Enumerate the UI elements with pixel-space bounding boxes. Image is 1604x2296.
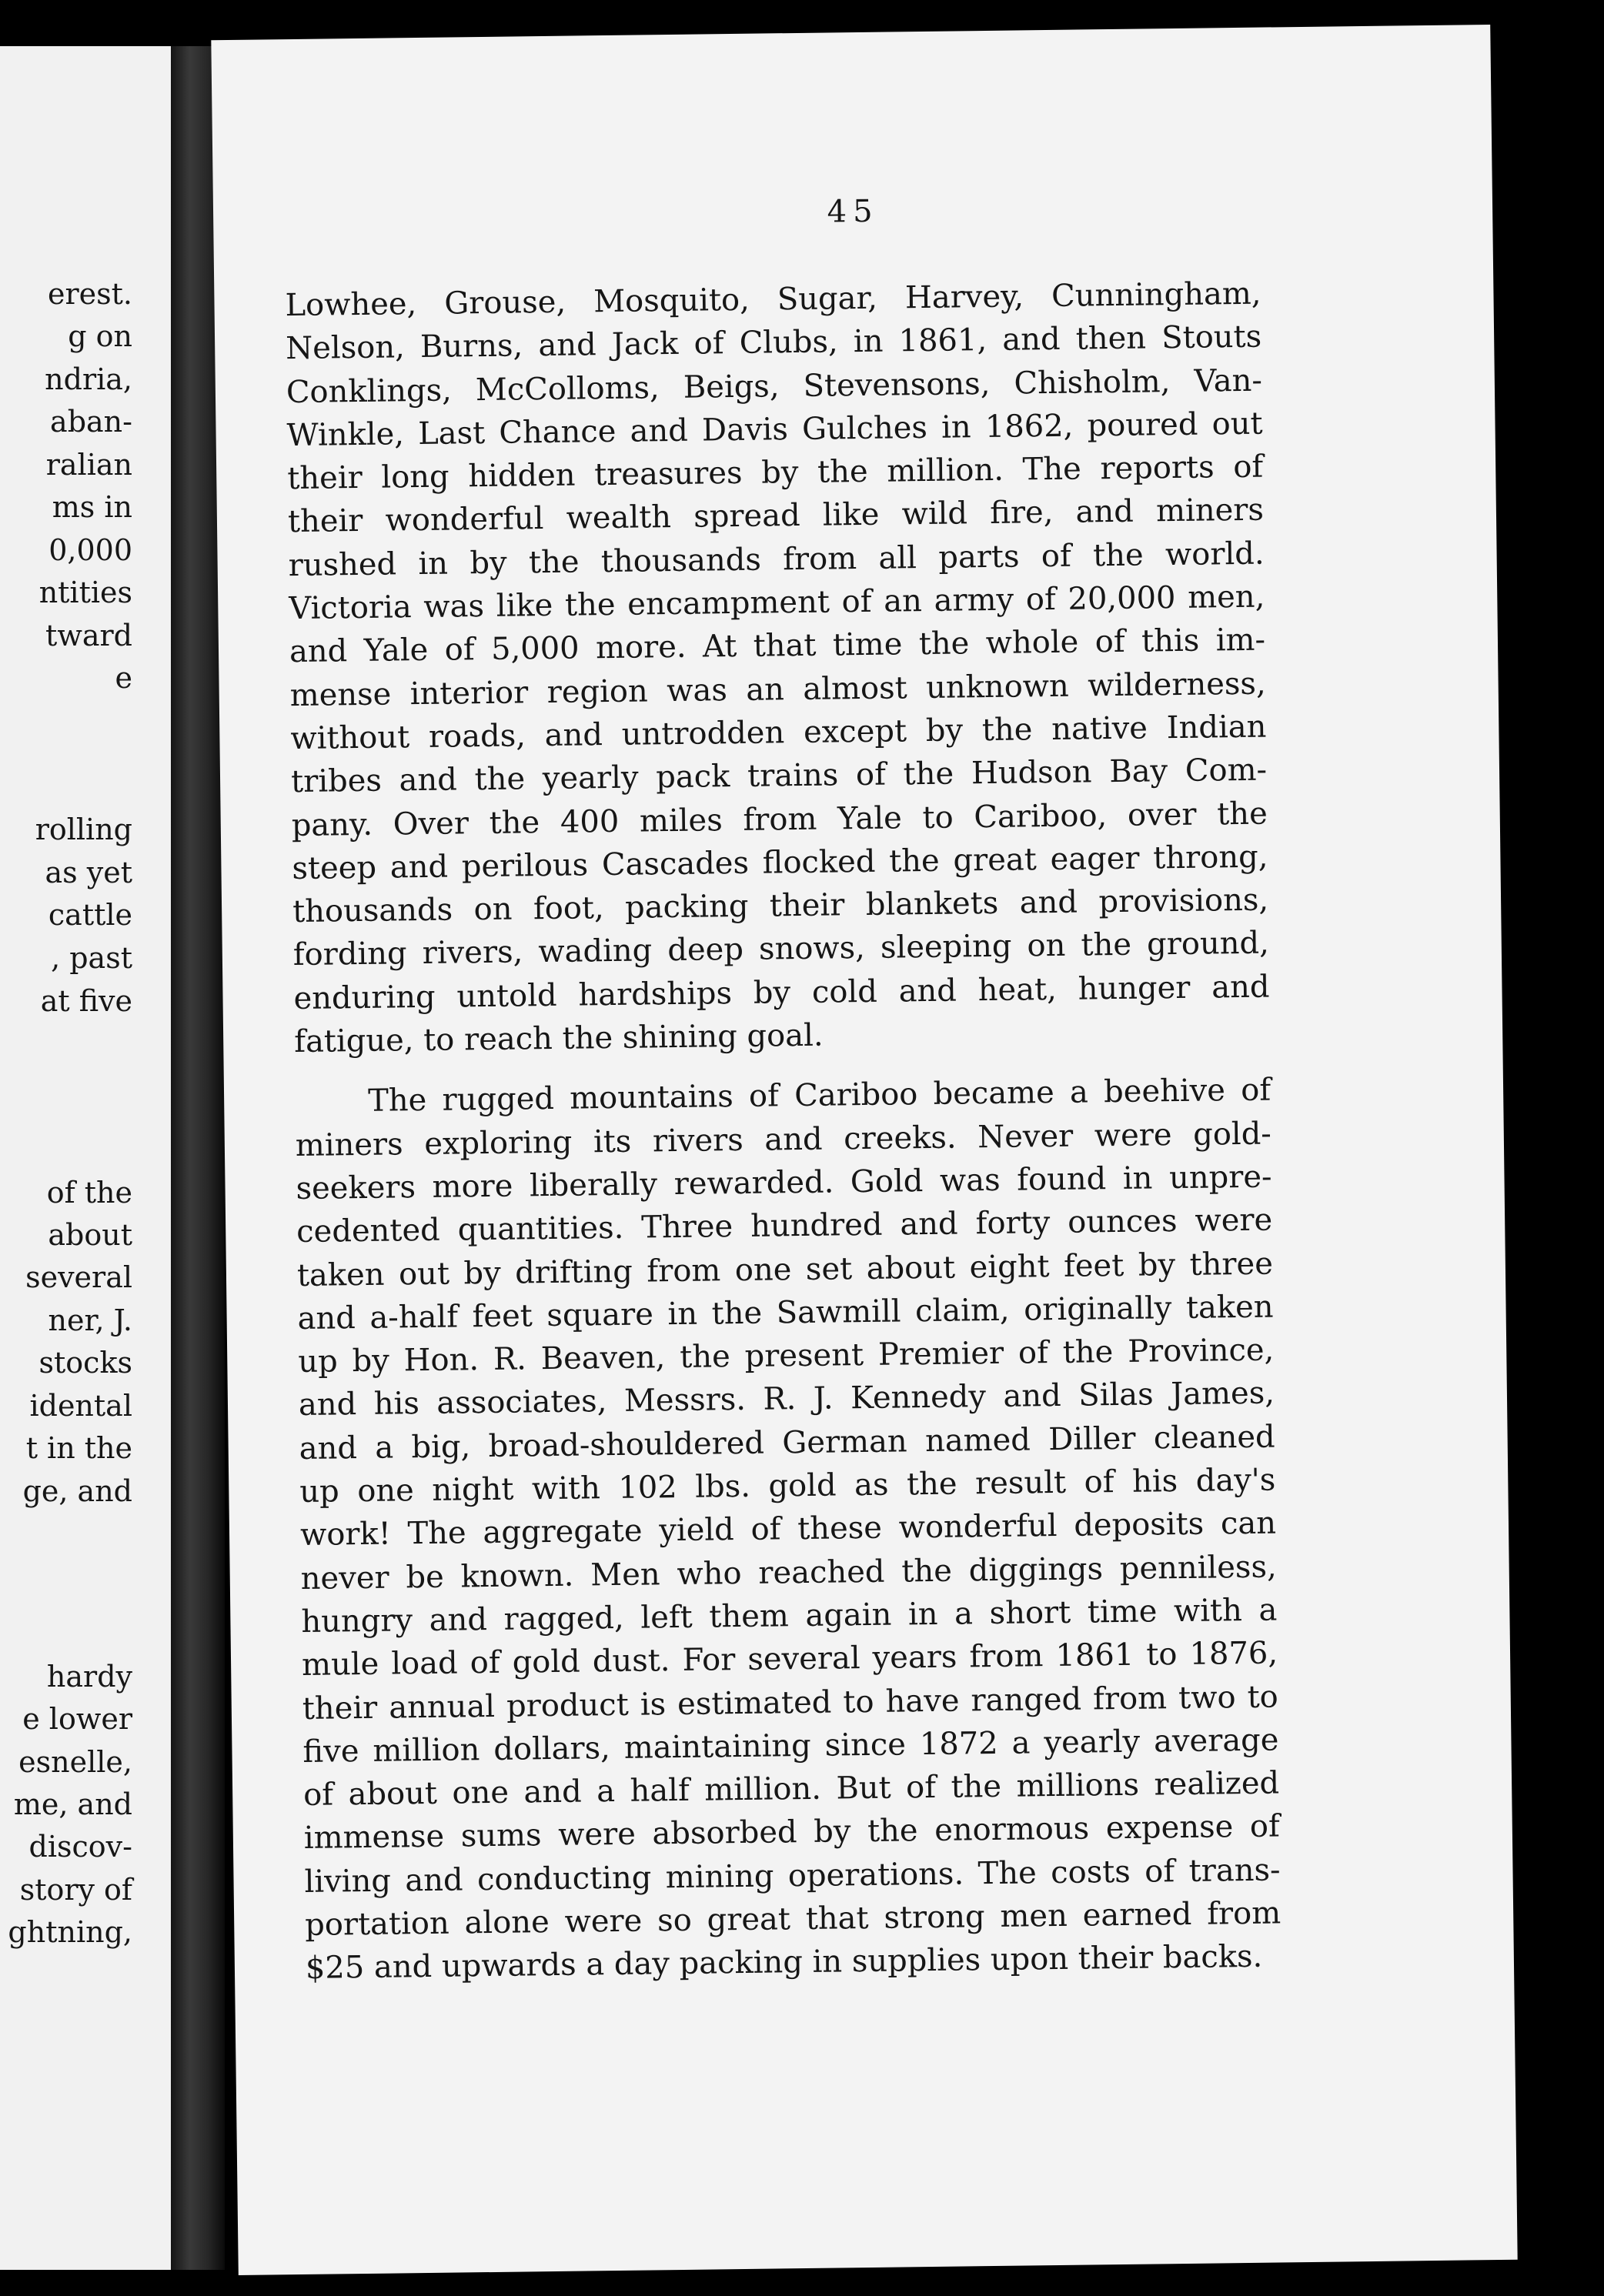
paragraph-1 [285, 272, 1270, 1064]
text-line: and a-half feet square in the Sawmill claim, originally taken [297, 1289, 1274, 1337]
left-page-line: stocks [38, 1346, 132, 1380]
text-line: without roads, and untrodden except by the native Indian [290, 709, 1267, 757]
text-line: tribes and the yearly pack trains of the Hudson Bay Com- [290, 752, 1268, 800]
left-page-line: ms in [52, 490, 132, 524]
text-line: steep and perilous Cascades flocked the great eager throng, [292, 839, 1268, 886]
left-page-line: ntities [38, 576, 132, 609]
text-line: five million dollars, maintaining since 1872 a yearly average [302, 1722, 1279, 1770]
left-page-line: e lower [22, 1702, 132, 1736]
text-line: $25 and upwards a day packing in supplies upon their backs. [305, 1939, 1263, 1987]
left-page-line: rolling [35, 813, 132, 846]
text-line: never be known. Men who reached the diggings penniless, [300, 1549, 1277, 1597]
left-page-line: tward [45, 619, 132, 652]
main-page [211, 25, 1517, 2275]
text-line: rushed in by the thousands from all parts of the world. [288, 536, 1265, 583]
page-number: 45 [827, 193, 879, 230]
text-line: taken out by drifting from one set about eight feet by three [296, 1246, 1274, 1293]
text-line: miners exploring its rivers and creeks. Never were gold- [295, 1116, 1272, 1163]
text-line: work! The aggregate yield of these wonderful deposits can [299, 1505, 1277, 1553]
text-line: mule load of gold dust. For several years from 1861 to 1876, [301, 1635, 1278, 1684]
text-line: their wonderful wealth spread like wild fire, and miners [287, 492, 1265, 540]
left-page-line: e [115, 661, 132, 695]
left-facing-page [0, 46, 171, 2270]
text-line: and his associates, Messrs. R. J. Kennedy and Silas James, [298, 1375, 1275, 1423]
left-page-line: discov- [28, 1830, 132, 1864]
left-page-line: as yet [45, 856, 132, 889]
left-page-line: of the [46, 1176, 132, 1210]
text-line: Winkle, Last Chance and Davis Gulches in 1862, poured out [286, 405, 1263, 453]
text-line: enduring untold hardships by cold and heat, hunger and [293, 969, 1270, 1016]
left-page-line: hardy [46, 1660, 132, 1694]
text-line: Lowhee, Grouse, Mosquito, Sugar, Harvey, Cunningham, [285, 275, 1261, 324]
left-page-line: ralian [45, 448, 132, 482]
text-line: up one night with 102 lbs. gold as the result of his day's [299, 1462, 1276, 1510]
paragraph-2 [295, 1069, 1282, 1991]
text-line: The rugged mountains of Cariboo became a beehive of [367, 1072, 1272, 1120]
left-page-line: ge, and [22, 1474, 132, 1508]
text-line: of about one and a half million. But of the millions realized [302, 1765, 1280, 1814]
text-line: pany. Over the 400 miles from Yale to Cariboo, over the [291, 796, 1268, 843]
text-line: their long hidden treasures by the million. The reports of [287, 449, 1264, 497]
left-page-line: ghtning, [8, 1915, 132, 1949]
text-line: and Yale of 5,000 more. At that time the whole of this im- [289, 622, 1266, 670]
left-page-line: 0,000 [48, 533, 132, 567]
text-line: portation alone were so great that strong men earned from [304, 1895, 1282, 1943]
left-page-line: aban- [50, 405, 132, 439]
left-page-line: story of [19, 1873, 132, 1907]
text-line: cedented quantities. Three hundred and forty ounces were [296, 1202, 1273, 1250]
text-line: living and conducting mining operations. The costs of trans- [304, 1852, 1281, 1900]
text-line: thousands on foot, packing their blankets and provisions, [292, 882, 1269, 930]
text-line: immense sums were absorbed by the enormous expense of [303, 1808, 1281, 1857]
left-page-line: ndria, [45, 362, 132, 396]
text-line: fatigue, to reach the shining goal. [293, 1017, 824, 1060]
left-page-line: g on [68, 319, 132, 353]
text-line: their annual product is estimated to have ranged from two to [302, 1678, 1279, 1727]
body-text [285, 272, 1282, 1991]
text-line: seekers more liberally rewarded. Gold was found in unpre- [296, 1159, 1272, 1206]
text-line: up by Hon. R. Beaven, the present Premier of the Province, [298, 1332, 1275, 1380]
text-line: hungry and ragged, left them again in a short time with a [301, 1592, 1278, 1640]
text-line: mense interior region was an almost unknown wilderness, [289, 666, 1266, 713]
left-page-line: esnelle, [18, 1745, 132, 1779]
left-page-line: t in the [25, 1431, 132, 1465]
left-page-line: about [48, 1218, 132, 1252]
text-line: Conklings, McColloms, Beigs, Stevensons, Chisholm, Van- [286, 362, 1263, 410]
left-page-line: at five [40, 984, 132, 1018]
left-page-line: idental [29, 1389, 132, 1423]
left-page-line: several [25, 1260, 132, 1294]
text-line: fording rivers, wading deep snows, sleeping on the ground, [292, 926, 1270, 973]
text-line: Victoria was like the encampment of an army of 20,000 men, [289, 579, 1265, 627]
left-page-line: cattle [48, 898, 132, 932]
text-line: and a big, broad-shouldered German named Diller cleaned [299, 1419, 1275, 1467]
left-page-line: , past [51, 941, 132, 975]
left-page-line: ner, J. [48, 1303, 132, 1337]
text-line: Nelson, Burns, and Jack of Clubs, in 1861, and then Stouts [285, 319, 1262, 367]
left-page-line: me, and [13, 1787, 132, 1821]
left-page-line: erest. [48, 277, 132, 311]
